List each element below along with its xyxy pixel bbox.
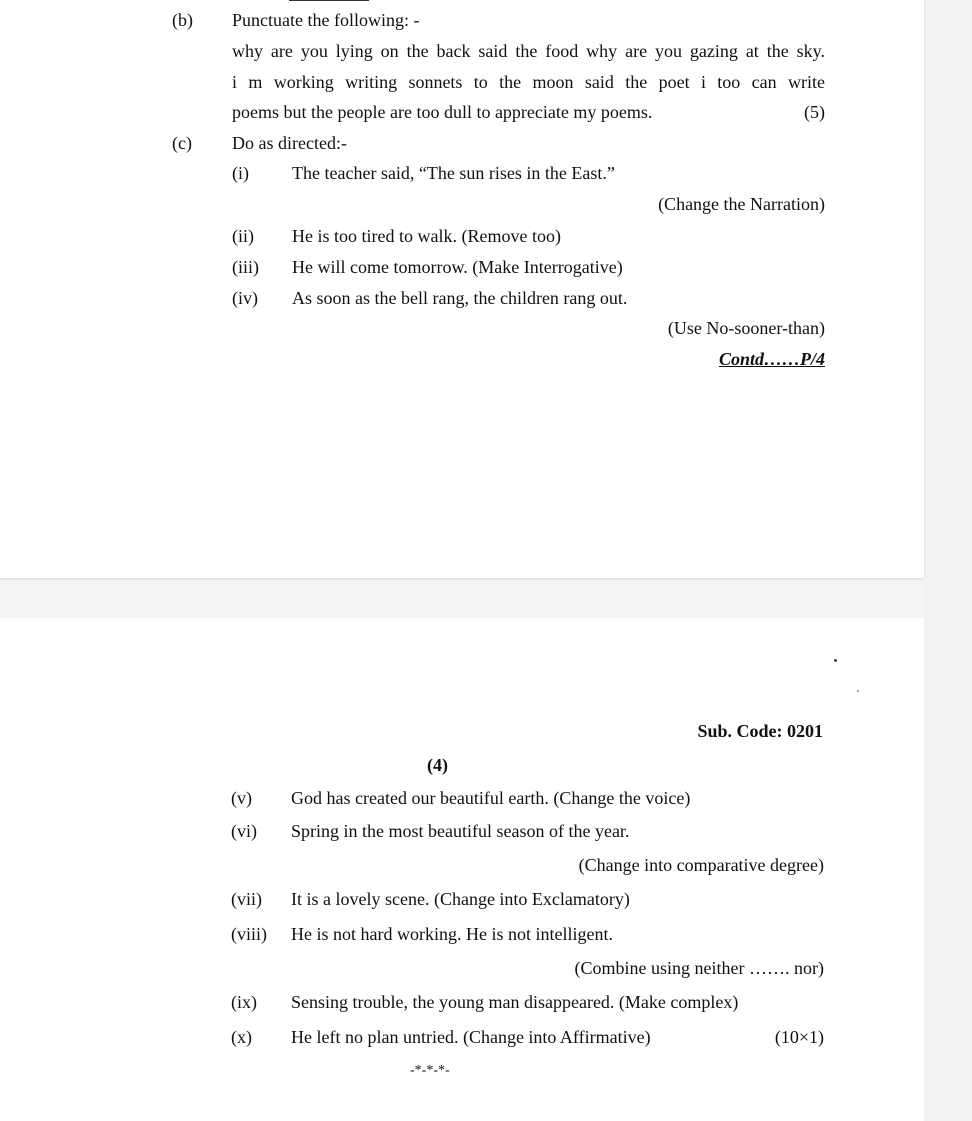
- item-instruction: (Use No-sooner-than): [667, 318, 825, 338]
- end-mark: -*-*-*-: [410, 1063, 450, 1078]
- top-rule: [289, 0, 369, 1]
- scrollbar-track[interactable]: [924, 0, 972, 1121]
- item-number: (vii): [231, 889, 262, 909]
- question-c-heading: Do as directed:-: [232, 133, 347, 153]
- item-number: (ii): [232, 226, 254, 246]
- question-c-label: (c): [172, 133, 192, 153]
- subject-code: Sub. Code: 0201: [697, 721, 823, 741]
- question-b-marks: (5): [804, 102, 825, 122]
- item-number: (ix): [231, 992, 257, 1012]
- item-number: (iv): [232, 288, 258, 308]
- item-text: He is not hard working. He is not intelligent.: [291, 924, 613, 944]
- page-number: (4): [427, 755, 448, 775]
- item-number: (vi): [231, 821, 257, 841]
- item-text: He left no plan untried. (Change into Affirmative): [291, 1027, 651, 1047]
- item-text: It is a lovely scene. (Change into Exclamatory): [291, 889, 630, 909]
- item-number: (viii): [231, 924, 267, 944]
- punctuate-line-2: i m working writing sonnets to the moon said the poet i too can write: [232, 72, 825, 92]
- item-text: The teacher said, “The sun rises in the East.”: [292, 163, 615, 183]
- item-text: Spring in the most beautiful season of the year.: [291, 821, 630, 841]
- document-page-3: [0, 0, 924, 578]
- item-number: (v): [231, 788, 252, 808]
- item-text: As soon as the bell rang, the children rang out.: [292, 288, 628, 308]
- item-text: God has created our beautiful earth. (Change the voice): [291, 788, 691, 808]
- item-number: (x): [231, 1027, 252, 1047]
- punctuate-line-1: why are you lying on the back said the food why are you gazing at the sky.: [232, 41, 825, 61]
- speck: [834, 659, 837, 662]
- item-number: (iii): [232, 257, 259, 277]
- question-b-label: (b): [172, 10, 193, 30]
- document-page-4: [0, 618, 924, 1121]
- punctuate-line-3: poems but the people are too dull to appreciate my poems.: [232, 102, 653, 122]
- item-instruction: (Change into comparative degree): [578, 855, 824, 875]
- marks: (10×1): [774, 1027, 824, 1047]
- speck: [857, 690, 859, 692]
- item-text: He will come tomorrow. (Make Interrogative): [292, 257, 623, 277]
- item-instruction: (Combine using neither ……. nor): [574, 958, 824, 978]
- item-text: Sensing trouble, the young man disappeared. (Make complex): [291, 992, 739, 1012]
- item-text: He is too tired to walk. (Remove too): [292, 226, 561, 246]
- continued-note: Contd……P/4: [718, 349, 825, 369]
- item-instruction: (Change the Narration): [658, 194, 825, 214]
- item-number: (i): [232, 163, 249, 183]
- question-b-heading: Punctuate the following: -: [232, 10, 420, 30]
